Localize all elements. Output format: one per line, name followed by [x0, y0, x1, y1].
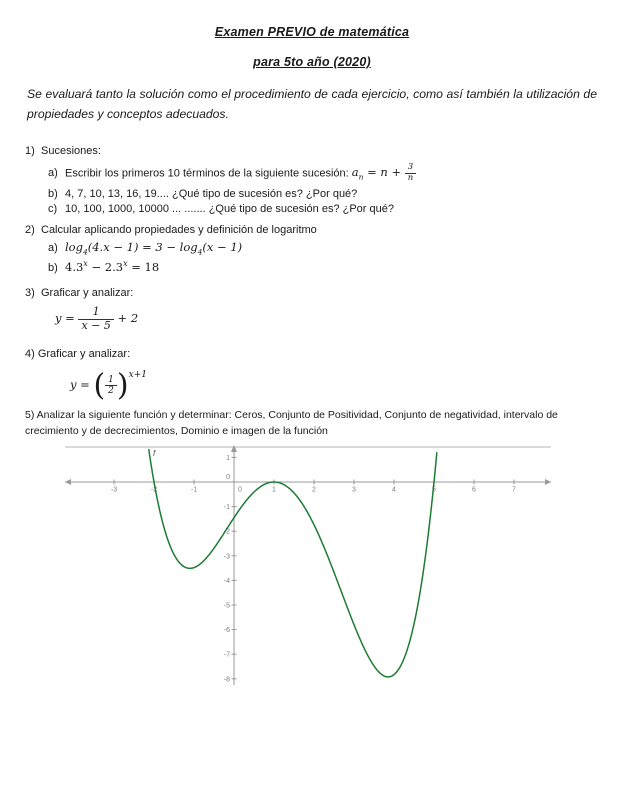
- svg-text:f: f: [153, 449, 156, 458]
- svg-text:5: 5: [432, 486, 436, 494]
- exponential-function-equation: y = ( $\frac{1}{2}$ )$^{x+1}$: [70, 368, 147, 403]
- exercise-1b-text: 4, 7, 10, 13, 16, 19.... ¿Qué tipo de sucesión es? ¿Por qué?: [65, 187, 358, 200]
- svg-text:-3: -3: [110, 486, 118, 494]
- svg-text:3: 3: [352, 486, 356, 494]
- svg-text:1: 1: [272, 486, 276, 494]
- exercise-4: [25, 348, 147, 403]
- exam-subtitle: para 5to año (2020): [253, 55, 371, 69]
- svg-text:-7: -7: [223, 651, 230, 659]
- exercise-3-heading: [25, 287, 138, 299]
- exercise-2b: [48, 259, 604, 274]
- exercise-1-heading: [25, 145, 604, 157]
- item-letter: c): [48, 202, 58, 215]
- exercise-1-number: 1): [25, 145, 35, 157]
- exercise-3: [25, 287, 138, 332]
- exercise-2-heading: [25, 224, 604, 236]
- svg-text:-5: -5: [223, 602, 230, 610]
- svg-text:7: 7: [512, 486, 516, 494]
- exercise-2-number: 2): [25, 224, 35, 236]
- exponential-equation: $4.3^x - 2.3^x = 18$: [65, 259, 160, 275]
- fraction: $\frac{3}{n}$: [405, 163, 416, 184]
- exercise-1a: [48, 163, 604, 184]
- exercise-1c-text: 10, 100, 1000, 10000 ... ....... ¿Qué tipo de sucesión es? ¿Por qué?: [65, 202, 394, 215]
- left-paren: (: [93, 368, 106, 403]
- svg-text:0: 0: [238, 486, 242, 494]
- exercise-1c: [48, 203, 604, 215]
- svg-text:4: 4: [392, 486, 396, 494]
- fraction: $\frac{1}{2}$: [105, 375, 117, 397]
- exercise-5: 5) Analizar la siguiente función y determinar: Ceros, Conjunto de Positividad, Conjunto de negatividad, intervalo de crecimiento y de decrecimientos, Dominio e imagen de la función: [25, 409, 558, 438]
- exercise-2-label: Calcular aplicando propiedades y definición de logaritmo: [41, 224, 317, 236]
- exercise-4-heading: [25, 348, 147, 360]
- function-plot: [65, 445, 551, 698]
- exercise-3-label: Graficar y analizar:: [41, 287, 134, 299]
- item-letter: a): [48, 167, 58, 180]
- exercise-4-label: 4) Graficar y analizar:: [25, 348, 131, 360]
- fraction: $\frac{1}{x - 5}$: [78, 306, 113, 332]
- svg-text:-1: -1: [223, 504, 230, 512]
- sequence-formula: $a_n = n$ + $\frac{3}{n}$: [352, 165, 417, 179]
- exercise-2: [25, 224, 604, 274]
- svg-text:1: 1: [226, 454, 230, 462]
- item-letter: b): [48, 262, 58, 275]
- svg-text:6: 6: [472, 486, 476, 494]
- item-letter: a): [48, 242, 58, 254]
- intro-paragraph: Se evaluará tanto la solución como el procedimiento de cada ejercicio, como así también la utilización de propiedades y conceptos adecuados.: [27, 87, 597, 122]
- exercise-2a: [48, 240, 604, 256]
- item-letter: b): [48, 187, 58, 200]
- exercise-1: [25, 145, 604, 215]
- exercise-1-label: Sucesiones:: [41, 145, 101, 157]
- svg-text:-3: -3: [223, 553, 230, 561]
- svg-text:-4: -4: [223, 577, 230, 585]
- svg-text:-2: -2: [150, 486, 158, 494]
- svg-text:0: 0: [226, 474, 230, 481]
- svg-text:-2: -2: [223, 528, 230, 536]
- svg-text:2: 2: [312, 486, 316, 494]
- rational-function-equation: y = $\frac{1}{x - 5}$ + 2: [55, 305, 139, 332]
- log-equation: $\log_4(4.x - 1) = 3 - \log_4(x - 1)$: [65, 240, 243, 257]
- svg-text:-1: -1: [190, 486, 198, 494]
- right-paren: ): [116, 368, 129, 403]
- svg-text:-8: -8: [223, 676, 230, 684]
- svg-text:-6: -6: [223, 627, 230, 635]
- exercise-1b: [48, 188, 604, 200]
- exercise-3-number: 3): [25, 287, 35, 299]
- exam-title: Examen PREVIO de matemática: [214, 25, 410, 39]
- function-plot-svg: [65, 445, 551, 693]
- exponent: x+1: [128, 369, 147, 380]
- exercise-1a-text: Escribir los primeros 10 términos de la siguiente sucesión: $a_n = n$ + $\frac{3}{n}$: [65, 163, 416, 184]
